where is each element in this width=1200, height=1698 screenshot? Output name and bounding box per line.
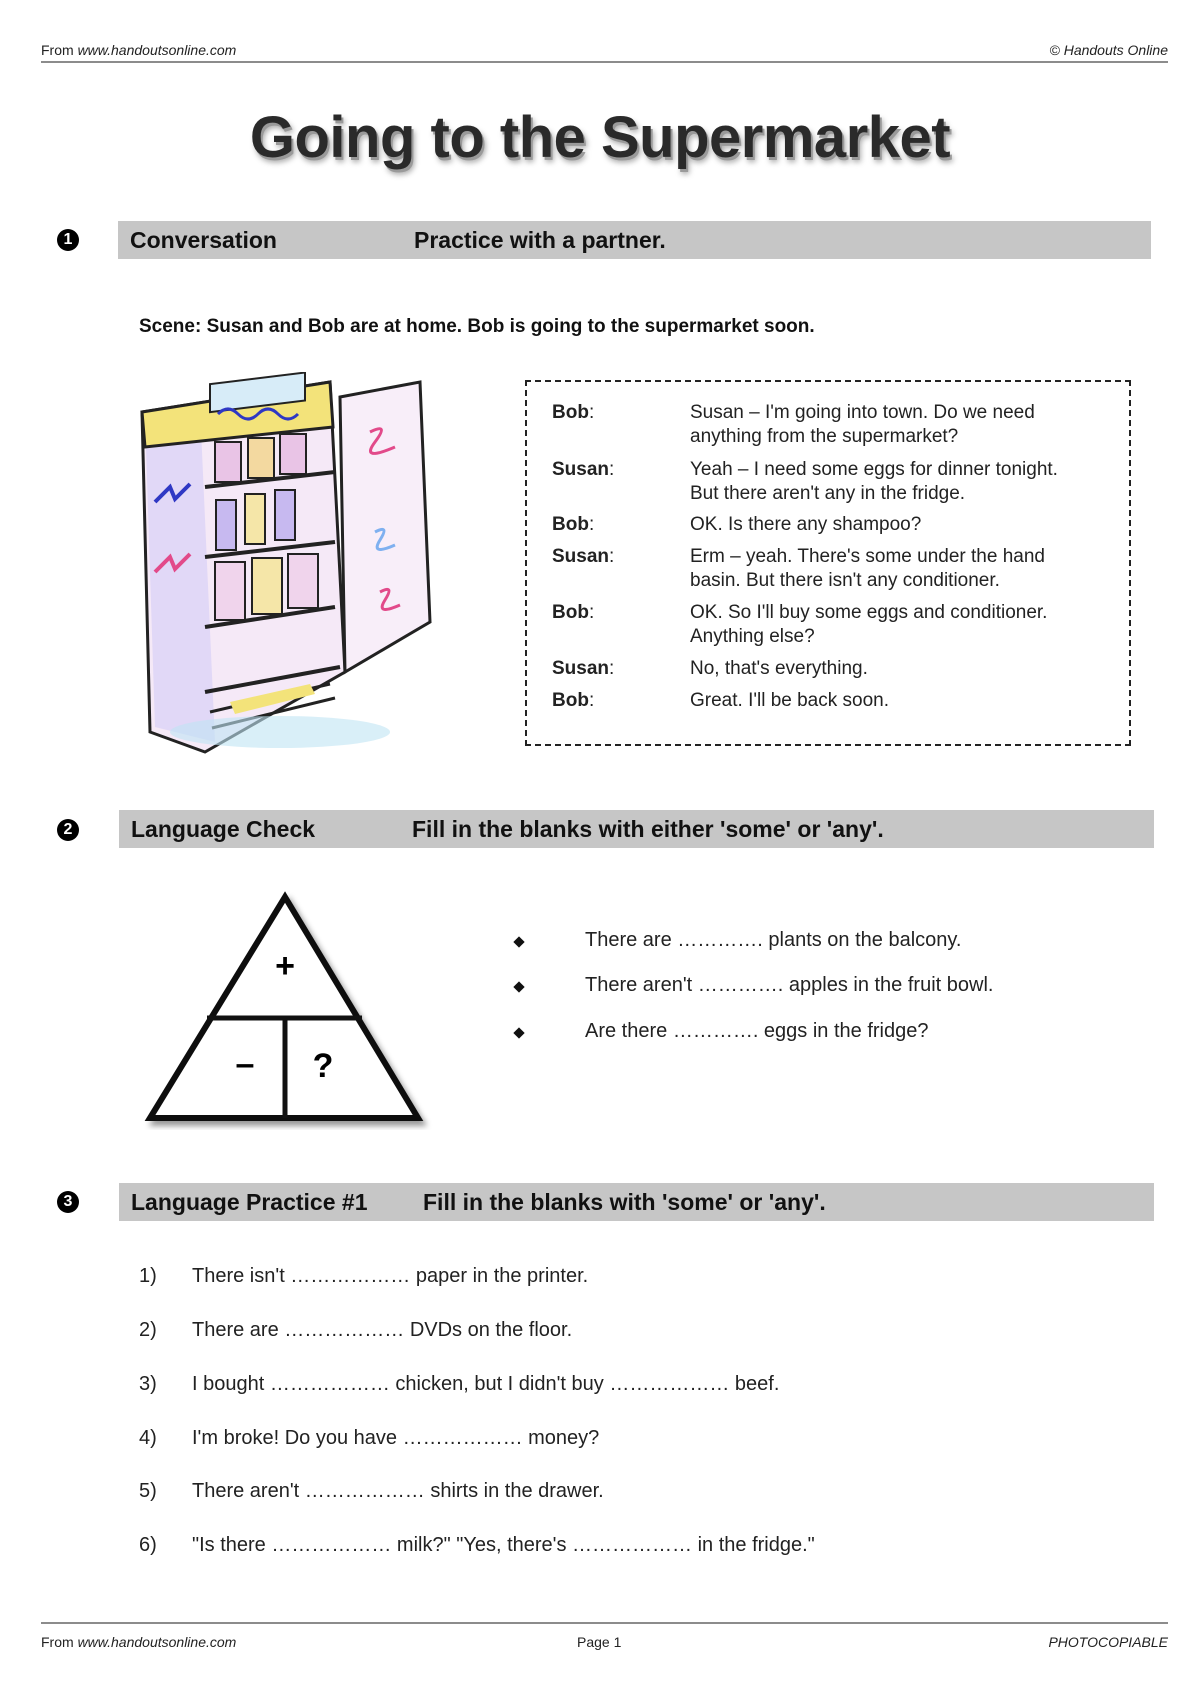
dialogue-text-1 [690,401,1035,449]
header-url: www.handoutsonline.com [77,42,237,58]
dialogue-text-line: Anything else? [690,626,815,647]
footer-from-label: From [41,1634,74,1650]
dialogue-line-4: Susan: [552,546,615,567]
speaker: Bob [552,690,589,711]
header-from-label: From [41,42,74,58]
fridge-illustration [130,372,450,757]
practice-item-3: I bought ……………… chicken, but I didn't buy ……………… beef. [192,1373,780,1395]
dialogue-text-5 [690,601,1047,649]
dialogue-text-3 [690,513,921,537]
check-item-3: Are there …………. eggs in the fridge? [585,1020,929,1042]
section-3-instruction: Fill in the blanks with 'some' or 'any'. [423,1189,826,1215]
section-3-heading: Language Practice #1 [131,1189,368,1215]
dialogue-text-line: No, that's everything. [690,658,868,679]
dialogue-text-line: OK. Is there any shampoo? [690,514,922,535]
page-title: Going to the Supermarket [249,105,951,170]
section-1-number-badge: 1 [57,229,79,251]
dialogue-line-1: Bob: [552,402,595,423]
section-2-number-badge: 2 [57,819,79,841]
practice-num-2: 2) [139,1319,157,1341]
bullet-icon [513,936,524,947]
dialogue-text-line: But there aren't any in the fridge. [690,483,966,504]
dialogue-text-2 [690,458,1058,506]
footer-page-number: Page 1 [577,1634,622,1650]
practice-item-6: "Is there ……………… milk?" "Yes, there's ……………… in the fridge." [192,1534,815,1556]
check-item-2: There aren't …………. apples in the fruit bowl. [585,974,994,996]
dialogue-text-6 [690,657,868,681]
section-2-bar [119,810,1154,848]
dialogue-text-line: Erm – yeah. There's some under the hand [690,546,1045,567]
speaker: Bob [552,514,589,535]
practice-item-4: I'm broke! Do you have ……………… money? [192,1427,600,1449]
some-any-triangle [140,885,440,1130]
practice-item-1: There isn't ……………… paper in the printer. [192,1265,589,1287]
practice-num-1: 1) [139,1265,157,1287]
dialogue-text-4 [690,545,1045,593]
header-rule [41,61,1168,63]
footer-source [41,1634,236,1650]
section-3-bar [119,1183,1154,1221]
dialogue-text-line: Yeah – I need some eggs for dinner tonight. [690,459,1058,480]
speaker: Susan [552,546,610,567]
triangle-minus-label: – [235,1045,255,1083]
triangle-plus-label: + [275,947,295,985]
section-1-heading: Conversation [130,227,277,253]
bullet-icon [513,1027,524,1038]
speaker: Susan [552,658,610,679]
section-1-instruction: Practice with a partner. [414,227,666,253]
scene-text: Scene: Susan and Bob are at home. Bob is going to the supermarket soon. [139,316,815,337]
speaker: Bob [552,402,589,423]
section-2-instruction: Fill in the blanks with either 'some' or 'any'. [412,816,884,842]
section-1-bar [118,221,1151,259]
section-3-number-badge: 3 [57,1191,79,1213]
dialogue-line-3: Bob: [552,514,595,535]
bullet-icon [513,981,524,992]
dialogue-text-line: basin. But there isn't any conditioner. [690,570,1000,591]
practice-num-4: 4) [139,1427,157,1449]
dialogue-text-line: Susan – I'm going into town. Do we need [690,402,1035,423]
dialogue-line-5: Bob: [552,602,595,623]
practice-num-5: 5) [139,1480,157,1502]
practice-num-3: 3) [139,1373,157,1395]
header-source [41,42,236,58]
dialogue-line-7: Bob: [552,690,595,711]
dialogue-text-7 [690,689,889,713]
dialogue-text-line: Great. I'll be back soon. [690,690,890,711]
dialogue-line-2: Susan: [552,459,615,480]
footer-url: www.handoutsonline.com [77,1634,237,1650]
triangle-question-label: ? [312,1047,334,1085]
dialogue-text-line: anything from the supermarket? [690,426,959,447]
practice-item-5: There aren't ……………… shirts in the drawer. [192,1480,604,1502]
header-copyright: © Handouts Online [1049,42,1168,58]
footer-rule [41,1622,1168,1624]
footer-photocopiable: PHOTOCOPIABLE [1048,1634,1168,1650]
section-2-heading: Language Check [131,816,316,842]
speaker: Susan [552,459,610,480]
speaker: Bob [552,602,589,623]
dialogue-line-6: Susan: [552,658,615,679]
check-item-1: There are …………. plants on the balcony. [585,929,962,951]
practice-num-6: 6) [139,1534,157,1556]
practice-item-2: There are ……………… DVDs on the floor. [192,1319,573,1341]
dialogue-text-line: OK. So I'll buy some eggs and conditioner. [690,602,1048,623]
